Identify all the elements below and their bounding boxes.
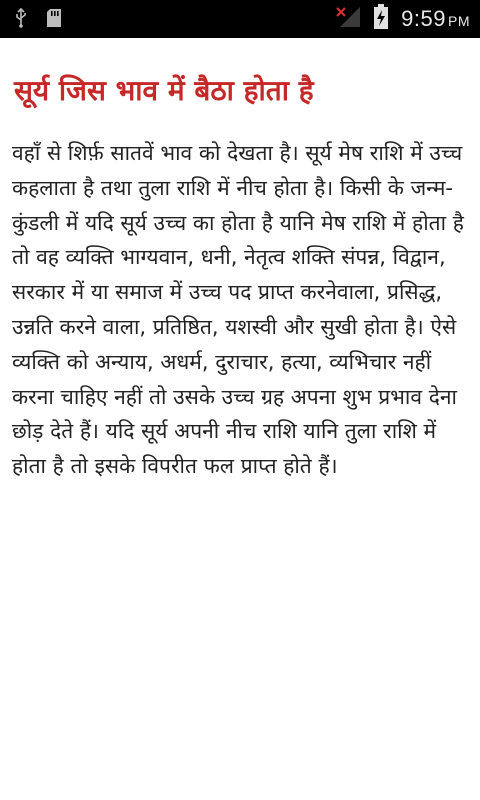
status-left-icons: [14, 8, 62, 32]
status-bar: [0, 0, 480, 38]
sd-card-icon: [46, 8, 62, 32]
article-body: वहाँ से शिर्फ़ सातवें भाव को देखता है। सूर्य मेष राशि में उच्च कहलाता है तथा तुला राशि में नीच होता है। किसी के जन्म-कुंडली में यदि सूर्य उच्च का होता है यानि मेष राशि में होता है तो वह व्यक्ति भाग्यवान, धनी, नेतृत्व शक्ति संपन्न, विद्वान, सरकार में या समाज में उच्च पद प्राप्त करनेवाला, प्रसिद्ध, उन्नति करने वाला, प्रतिष्ठित, यशस्वी और सुखी होता है। ऐसे व्यक्ति को अन्याय, अधर्म, दुराचार, हत्या, व्यभिचार नहीं करना चाहिए नहीं तो उसके उच्च ग्रह अपना शुभ प्रभाव देना छोड़ देते हैं। यदि सूर्य अपनी नीच राशि यानि तुला राशि में होता है तो इसके विपरीत फल प्राप्त होते हैं।: [12, 141, 464, 479]
status-clock: [401, 6, 470, 32]
clock-time: 9:59: [401, 6, 446, 31]
clock-ampm: PM: [448, 13, 470, 29]
article-content: [0, 38, 480, 484]
usb-icon: [14, 8, 28, 32]
no-signal-icon: [335, 6, 361, 32]
status-right-icons: [335, 0, 470, 38]
article-title: सूर्य जिस भाव में बैठा होता है: [14, 74, 314, 107]
battery-charging-icon: [373, 4, 389, 34]
